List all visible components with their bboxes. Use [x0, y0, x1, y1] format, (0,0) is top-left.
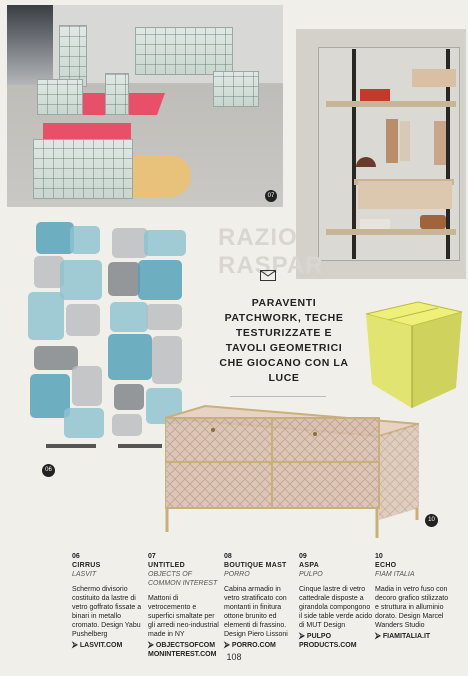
caption-product-name: ASPA	[299, 562, 320, 569]
photo-side-table	[358, 292, 466, 414]
arrow-icon: ⮚	[148, 640, 156, 649]
caption-link-text: PORRO.COM	[231, 642, 276, 649]
caption-brand: PULPO	[299, 571, 323, 578]
screen-foot	[46, 444, 96, 448]
caption-link[interactable]	[224, 640, 298, 650]
glass-tile	[72, 366, 102, 406]
caption-number: 10	[375, 553, 383, 560]
shelf-board	[326, 101, 456, 107]
background-lettering: RAZIO RASPAR	[218, 224, 324, 279]
hanging-garment	[400, 121, 410, 161]
basket	[420, 215, 446, 229]
caption-08	[224, 552, 298, 650]
glass-tile	[114, 384, 144, 410]
photo-number-badge: 06	[42, 464, 55, 477]
caption-number: 06	[72, 553, 80, 560]
caption-body: Mattoni di vetrocemento e superfici smaltate per gli arredi neo-industrial made in NY	[148, 595, 219, 638]
glass-block-table-large	[33, 139, 133, 199]
caption-number: 09	[299, 553, 307, 560]
caption-link[interactable]	[375, 631, 449, 641]
glass-tile	[34, 346, 78, 370]
glass-block-column	[59, 25, 87, 87]
photo-number-badge: 10	[425, 514, 438, 527]
screen-foot	[118, 444, 162, 448]
glass-tile	[108, 334, 152, 380]
caption-link-text: LASVIT.COM	[79, 642, 123, 649]
glass-tile	[112, 228, 148, 258]
caption-link-text: FIAMITALIA.IT	[382, 633, 431, 640]
glass-tile	[138, 260, 182, 300]
caption-09	[299, 552, 373, 650]
photo-number-badge: 07	[265, 190, 277, 202]
caption-body: Madia in vetro fuso con decoro grafico stilizzato e struttura in alluminio dorato. Design Marcel Wanders Studio	[375, 586, 449, 629]
caption-number: 07	[148, 553, 156, 560]
caption-body: Schermo divisorio costituito da lastre di vetro goffrato fissate a binari in metallo cromato. Design Yabu Pushelberg	[72, 586, 142, 638]
glass-block-table	[135, 27, 233, 75]
glass-tile	[108, 262, 140, 296]
glass-tile	[64, 408, 104, 438]
glass-tile	[66, 304, 100, 336]
caption-body: Cinque lastre di vetro cattedrale disposte a girandola compongono il side table verde acido di MUT Design	[299, 586, 373, 629]
glass-block-column	[105, 73, 129, 115]
hanging-garment	[434, 121, 446, 165]
glass-block-table	[213, 71, 259, 107]
drawer-unit	[358, 181, 452, 209]
beige-box	[412, 69, 456, 87]
caption-product-name: ECHO	[375, 562, 397, 569]
caption-link[interactable]	[72, 640, 146, 650]
glass-block-table	[37, 79, 83, 115]
caption-number: 08	[224, 553, 232, 560]
glass-tile	[60, 260, 102, 300]
red-box	[360, 89, 390, 101]
arrow-icon: ⮚	[375, 631, 383, 640]
caption-body: Cabina armadio in vetro stratificato con montanti in finitura ottone brunito ed elementi di frassino. Design Piero Lissoni	[224, 586, 288, 638]
glass-tile	[152, 336, 182, 384]
glass-tile	[144, 230, 186, 256]
shelf-post	[352, 49, 356, 259]
hanging-garment	[386, 119, 398, 163]
glass-tile	[146, 304, 182, 330]
caption-07	[148, 552, 222, 659]
glass-tile	[112, 414, 142, 436]
photo-glass-block-tables	[7, 5, 283, 207]
shelf-board	[326, 229, 456, 235]
caption-link[interactable]	[299, 631, 373, 650]
caption-link-text: OBJECTSOFCOM MONINTEREST.COM	[148, 642, 217, 658]
caption-product-name: UNTITLED	[148, 562, 186, 569]
yellow-base	[127, 155, 191, 197]
caption-brand: OBJECTS OF COMMON INTEREST	[148, 571, 218, 587]
caption-10	[375, 552, 449, 641]
glass-tile	[70, 226, 100, 254]
arrow-icon: ⮚	[299, 631, 307, 640]
photo-sideboard	[165, 404, 419, 544]
page-number: 108	[226, 652, 242, 662]
window	[7, 5, 53, 85]
caption-brand: LASVIT	[72, 571, 97, 578]
arrow-icon: ⮚	[72, 640, 80, 649]
caption-product-name: CIRRUS	[72, 562, 101, 569]
headline: PARAVENTI PATCHWORK, TECHE TESTURIZZATE E TAVOLI GEOMETRICI CHE GIOCANO CON LA LUCE	[219, 297, 349, 384]
folded-linen	[360, 219, 390, 229]
caption-brand: FIAM ITALIA	[375, 571, 415, 578]
headline-rule	[230, 396, 326, 397]
glass-tile	[36, 222, 74, 254]
glass-tile	[28, 292, 64, 340]
caption-product-name: BOUTIQUE MAST	[224, 562, 287, 569]
caption-link-text: PULPO PRODUCTS.COM	[299, 633, 357, 649]
glass-tile	[110, 302, 148, 332]
caption-06	[72, 552, 146, 650]
arrow-icon: ⮚	[224, 640, 232, 649]
caption-brand: PORRO	[224, 571, 250, 578]
envelope-icon	[260, 270, 276, 281]
